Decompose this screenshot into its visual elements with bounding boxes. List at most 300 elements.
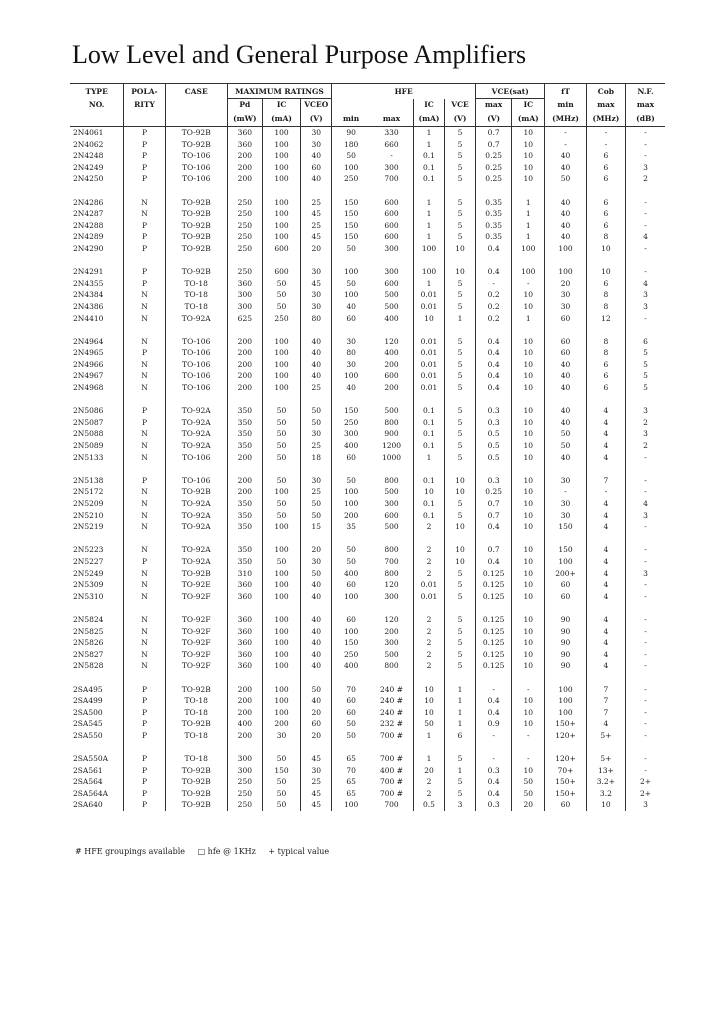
table-cell: 35 <box>346 522 356 532</box>
table-cell: 0.1 <box>413 173 444 185</box>
table-cell: - <box>644 626 647 636</box>
table-cell: 3.2 <box>586 788 625 800</box>
spacer-cell <box>70 741 124 753</box>
table-cell: 10 <box>512 568 545 580</box>
table-cell: 120+ <box>545 730 586 742</box>
part-number-cell: 2SA500 <box>70 707 124 719</box>
table-cell: - <box>545 139 586 151</box>
table-cell: 0.7 <box>476 127 512 139</box>
spacer-cell <box>445 741 476 753</box>
table-cell: TO-92A <box>165 521 227 533</box>
units-ft: (MHz) <box>545 110 586 127</box>
spacer-cell <box>512 394 545 406</box>
table-cell: 50 <box>301 568 332 580</box>
table-cell: 45 <box>301 799 332 811</box>
table-cell: 10 <box>512 544 545 556</box>
spacer-cell <box>227 533 262 545</box>
table-cell: 250 <box>343 174 359 184</box>
table-cell: 200 <box>227 359 262 371</box>
table-cell: 100 <box>545 695 586 707</box>
table-cell: 3 <box>643 301 648 311</box>
table-cell: - <box>644 614 647 624</box>
spacer-cell <box>332 602 370 614</box>
table-cell: 0.3 <box>476 765 512 777</box>
table-cell: 1 <box>413 730 444 742</box>
part-number-cell: 2N5227 <box>70 556 124 568</box>
spacer-cell <box>332 324 370 336</box>
spacer-cell <box>70 533 124 545</box>
table-cell: 100 <box>262 220 300 232</box>
ic-header: IC <box>262 99 300 111</box>
table-cell: 240 # <box>370 707 413 719</box>
spacer-cell <box>445 255 476 267</box>
table-cell: - <box>586 486 625 498</box>
table-cell: 5 <box>445 452 476 464</box>
table-cell: TO-92A <box>165 405 227 417</box>
spacer-cell <box>626 324 665 336</box>
table-cell: 0.1 <box>413 498 444 510</box>
table-cell: 300 <box>370 498 413 510</box>
table-cell: TO-106 <box>165 162 227 174</box>
table-cell: 300 <box>227 765 262 777</box>
table-cell: 10 <box>445 556 476 568</box>
units-polarity <box>124 110 165 127</box>
table-cell: 10 <box>512 475 545 487</box>
part-number-cell: 2N5209 <box>70 498 124 510</box>
hfe-min-sub <box>332 99 370 111</box>
table-cell: P <box>124 220 165 232</box>
table-row <box>70 417 665 429</box>
spacer-cell <box>332 185 370 197</box>
table-cell: TO-92A <box>165 544 227 556</box>
table-cell: 250 <box>227 799 262 811</box>
table-cell: 6 <box>586 197 625 209</box>
table-cell: 50 <box>301 498 332 510</box>
col-case-header: CASE <box>165 84 227 99</box>
table-cell: 100 <box>262 649 300 661</box>
table-cell: - <box>644 139 647 149</box>
spacer-cell <box>301 255 332 267</box>
table-cell: 0.5 <box>476 428 512 440</box>
spacer-cell <box>262 324 300 336</box>
table-cell: - <box>644 591 647 601</box>
spacer-cell <box>70 672 124 684</box>
spacer-cell <box>70 602 124 614</box>
spacer-cell <box>124 741 165 753</box>
spacer-cell <box>445 185 476 197</box>
spacer-cell <box>301 185 332 197</box>
col-type-header: TYPE <box>70 84 124 99</box>
table-row <box>70 498 665 510</box>
table-cell: 350 <box>227 510 262 522</box>
table-cell: 4 <box>586 510 625 522</box>
spacer-cell <box>413 185 444 197</box>
spacer-cell <box>370 533 413 545</box>
table-cell: 360 <box>227 660 262 672</box>
group-spacer <box>70 533 665 545</box>
table-cell: 30 <box>301 289 332 301</box>
spacer-cell <box>545 185 586 197</box>
table-cell: 400 <box>343 441 359 451</box>
table-cell: P <box>124 684 165 696</box>
table-row <box>70 405 665 417</box>
table-cell: TO-106 <box>165 475 227 487</box>
table-cell: 40 <box>301 614 332 626</box>
part-number-cell: 2N5827 <box>70 649 124 661</box>
table-cell: 300 <box>227 289 262 301</box>
part-number-cell: 2SA640 <box>70 799 124 811</box>
table-cell: - <box>644 313 647 323</box>
spacer-cell <box>476 463 512 475</box>
table-cell: TO-92A <box>165 556 227 568</box>
table-cell: 2 <box>643 417 648 427</box>
table-cell: 0.125 <box>476 614 512 626</box>
table-cell: 10 <box>512 660 545 672</box>
group-spacer <box>70 602 665 614</box>
table-cell: 1 <box>413 127 444 139</box>
table-cell: 40 <box>545 382 586 394</box>
table-cell: 2 <box>413 649 444 661</box>
table-cell: 0.9 <box>476 718 512 730</box>
table-cell: 600 <box>370 510 413 522</box>
table-cell: 2 <box>413 521 444 533</box>
table-cell: 1 <box>413 139 444 151</box>
table-cell: N <box>124 579 165 591</box>
table-cell: 150 <box>343 197 359 207</box>
table-cell: N <box>124 637 165 649</box>
table-cell: P <box>124 266 165 278</box>
spacer-cell <box>476 185 512 197</box>
table-row <box>70 208 665 220</box>
table-cell: 350 <box>227 544 262 556</box>
table-cell: 2 <box>413 660 444 672</box>
spacer-cell <box>512 463 545 475</box>
table-cell: TO-18 <box>165 301 227 313</box>
table-body <box>70 127 665 812</box>
table-cell: 250 <box>343 649 359 659</box>
spacer-cell <box>476 672 512 684</box>
table-row <box>70 313 665 325</box>
table-cell: 5 <box>445 440 476 452</box>
spacer-cell <box>262 255 300 267</box>
table-cell: TO-92B <box>165 776 227 788</box>
units-type <box>70 110 124 127</box>
part-number-cell: 2N4967 <box>70 370 124 382</box>
table-cell: 5 <box>445 568 476 580</box>
table-cell: - <box>644 151 647 161</box>
part-number-cell: 2SA550A <box>70 753 124 765</box>
table-cell: 30 <box>346 359 356 369</box>
table-cell: 100 <box>262 127 300 139</box>
spacer-cell <box>124 255 165 267</box>
table-cell: TO-92B <box>165 799 227 811</box>
spacer-cell <box>586 602 625 614</box>
table-cell: - <box>644 730 647 740</box>
table-cell: TO-106 <box>165 370 227 382</box>
table-cell: 50 <box>301 405 332 417</box>
spacer-cell <box>413 602 444 614</box>
table-cell: TO-92B <box>165 788 227 800</box>
table-cell: 40 <box>346 301 356 311</box>
table-row <box>70 347 665 359</box>
table-cell: 2 <box>413 614 444 626</box>
table-cell: 100 <box>343 626 359 636</box>
table-cell: TO-18 <box>165 707 227 719</box>
table-cell: 1 <box>512 197 545 209</box>
table-cell: 200 <box>227 382 262 394</box>
table-cell: 2 <box>413 544 444 556</box>
table-cell: TO-18 <box>165 753 227 765</box>
table-cell: 10 <box>445 243 476 255</box>
table-row <box>70 568 665 580</box>
table-cell: TO-92B <box>165 208 227 220</box>
spacer-cell <box>124 394 165 406</box>
table-cell: 5 <box>445 197 476 209</box>
spacer-cell <box>227 602 262 614</box>
spacer-cell <box>165 741 227 753</box>
table-cell: TO-18 <box>165 695 227 707</box>
table-cell: 0.7 <box>476 139 512 151</box>
table-cell: 100 <box>512 243 545 255</box>
spacer-cell <box>370 463 413 475</box>
table-row <box>70 382 665 394</box>
spacer-cell <box>332 394 370 406</box>
table-cell: 20 <box>301 544 332 556</box>
part-number-cell: 2N4355 <box>70 278 124 290</box>
table-cell: 200 <box>343 510 359 520</box>
units-pd: (mW) <box>227 110 262 127</box>
hfe-vce-header: VCE <box>445 99 476 111</box>
table-cell: 0.7 <box>476 498 512 510</box>
spacer-cell <box>301 672 332 684</box>
table-cell: 6 <box>586 278 625 290</box>
table-cell: 300 <box>370 266 413 278</box>
table-cell: - <box>644 580 647 590</box>
units-vcesat-ic: (mA) <box>512 110 545 127</box>
table-cell: 3 <box>643 800 648 810</box>
table-cell: 2 <box>643 174 648 184</box>
spacer-cell <box>512 672 545 684</box>
table-cell: 900 <box>370 428 413 440</box>
table-cell: N <box>124 649 165 661</box>
table-cell: N <box>124 544 165 556</box>
table-cell: 10 <box>445 486 476 498</box>
table-cell: N <box>124 208 165 220</box>
spacer-cell <box>227 185 262 197</box>
table-cell: 45 <box>301 788 332 800</box>
table-row <box>70 139 665 151</box>
table-cell: 5 <box>445 498 476 510</box>
table-cell: 100 <box>262 684 300 696</box>
table-cell: 5 <box>445 289 476 301</box>
table-cell: 25 <box>301 382 332 394</box>
table-cell: 40 <box>301 637 332 649</box>
table-row <box>70 440 665 452</box>
table-cell: 5 <box>445 405 476 417</box>
table-cell: 6 <box>586 150 625 162</box>
table-cell: 4 <box>586 405 625 417</box>
table-cell: 360 <box>227 637 262 649</box>
table-cell: 200 <box>227 173 262 185</box>
table-cell: N <box>124 591 165 603</box>
table-cell: 0.01 <box>413 289 444 301</box>
table-cell: 10 <box>586 266 625 278</box>
table-cell: 30 <box>545 475 586 487</box>
table-cell: 250 <box>343 417 359 427</box>
table-row <box>70 243 665 255</box>
spacer-cell <box>512 602 545 614</box>
spacer-cell <box>476 394 512 406</box>
table-cell: TO-92F <box>165 626 227 638</box>
spacer-cell <box>165 255 227 267</box>
table-cell: 1200 <box>370 440 413 452</box>
table-cell: 6 <box>643 336 648 346</box>
table-cell: 90 <box>346 128 356 137</box>
table-cell: 30 <box>545 510 586 522</box>
table-cell: 60 <box>301 718 332 730</box>
table-cell: 100 <box>262 359 300 371</box>
table-cell: 0.4 <box>476 695 512 707</box>
col-no-header: NO. <box>70 99 124 111</box>
table-row <box>70 730 665 742</box>
table-cell: 400 <box>343 568 359 578</box>
table-cell: 10 <box>512 498 545 510</box>
table-cell: 1 <box>413 197 444 209</box>
table-cell: N <box>124 301 165 313</box>
table-cell: N <box>124 428 165 440</box>
table-cell: 0.2 <box>476 301 512 313</box>
units-case <box>165 110 227 127</box>
table-row <box>70 718 665 730</box>
table-cell: N <box>124 521 165 533</box>
table-cell: 600 <box>370 197 413 209</box>
vcesat-ic-header: IC <box>512 99 545 111</box>
spacer-cell <box>370 672 413 684</box>
spacer-cell <box>227 324 262 336</box>
table-cell: 7 <box>586 684 625 696</box>
table-cell: 4 <box>586 428 625 440</box>
table-cell: 40 <box>545 197 586 209</box>
units-hfe-ic: (mA) <box>413 110 444 127</box>
table-cell: 1 <box>413 220 444 232</box>
table-cell: 10 <box>445 475 476 487</box>
table-row <box>70 649 665 661</box>
table-cell: 1000 <box>370 452 413 464</box>
table-cell: 10 <box>413 313 444 325</box>
table-cell: N <box>124 614 165 626</box>
table-cell: 0.01 <box>413 359 444 371</box>
table-cell: - <box>476 278 512 290</box>
hfe-max-header: max <box>370 110 413 127</box>
table-cell: - <box>644 684 647 694</box>
hfe-ic-header: IC <box>413 99 444 111</box>
part-number-cell: 2N5086 <box>70 405 124 417</box>
table-cell: 350 <box>227 428 262 440</box>
table-cell: 1 <box>413 753 444 765</box>
table-cell: 70+ <box>545 765 586 777</box>
table-cell: TO-92A <box>165 417 227 429</box>
table-row <box>70 614 665 626</box>
table-cell: - <box>512 278 545 290</box>
table-cell: 200 <box>370 626 413 638</box>
spacer-cell <box>626 255 665 267</box>
table-cell: 30 <box>545 301 586 313</box>
table-cell: 50 <box>346 730 356 740</box>
table-cell: 0.35 <box>476 197 512 209</box>
table-row <box>70 173 665 185</box>
table-cell: 350 <box>227 405 262 417</box>
table-cell: 4 <box>643 499 648 508</box>
part-number-cell: 2SA564 <box>70 776 124 788</box>
table-cell: TO-106 <box>165 173 227 185</box>
table-cell: 5 <box>643 383 648 393</box>
table-cell: 6 <box>586 173 625 185</box>
table-cell: 4 <box>586 660 625 672</box>
table-cell: 500 <box>370 301 413 313</box>
table-row <box>70 788 665 800</box>
table-cell: 1 <box>512 220 545 232</box>
table-cell: 400 <box>370 347 413 359</box>
spacer-cell <box>332 533 370 545</box>
table-cell: 250 <box>227 776 262 788</box>
table-cell: 0.1 <box>413 440 444 452</box>
table-cell: 600 <box>370 278 413 290</box>
table-cell: TO-106 <box>165 382 227 394</box>
table-cell: 4 <box>586 568 625 580</box>
table-cell: 25 <box>301 220 332 232</box>
cob-header: Cob <box>586 84 625 99</box>
table-cell: 350 <box>227 498 262 510</box>
spacer-cell <box>626 741 665 753</box>
table-cell: 5 <box>643 359 648 369</box>
table-cell: 100 <box>262 208 300 220</box>
table-cell: 100 <box>262 707 300 719</box>
table-cell: TO-92F <box>165 614 227 626</box>
table-cell: 30 <box>301 428 332 440</box>
table-cell: 0.4 <box>476 347 512 359</box>
part-number-cell: 2N4968 <box>70 382 124 394</box>
table-cell: 4 <box>586 637 625 649</box>
table-cell: 100 <box>262 370 300 382</box>
table-cell: 5 <box>445 428 476 440</box>
spacer-cell <box>626 602 665 614</box>
table-cell: 0.3 <box>476 799 512 811</box>
table-cell: P <box>124 139 165 151</box>
table-cell: 6 <box>445 730 476 742</box>
table-cell: 10 <box>512 428 545 440</box>
table-cell: 4 <box>586 579 625 591</box>
table-cell: - <box>644 754 647 764</box>
table-cell: 100 <box>262 197 300 209</box>
table-cell: 10 <box>512 579 545 591</box>
table-cell: 250 <box>227 788 262 800</box>
table-cell: P <box>124 417 165 429</box>
table-cell: 20 <box>301 707 332 719</box>
table-cell: 5 <box>445 382 476 394</box>
table-cell: 5+ <box>586 730 625 742</box>
table-cell: 0.3 <box>476 405 512 417</box>
part-number-cell: 2N4288 <box>70 220 124 232</box>
spacer-cell <box>124 672 165 684</box>
table-cell: TO-106 <box>165 336 227 348</box>
units-cob: (MHz) <box>586 110 625 127</box>
table-cell: 10 <box>512 556 545 568</box>
table-cell: P <box>124 278 165 290</box>
pd-header: Pd <box>227 99 262 111</box>
table-cell: 5 <box>643 371 648 381</box>
table-cell: 800 <box>370 417 413 429</box>
table-cell: 0.4 <box>476 382 512 394</box>
